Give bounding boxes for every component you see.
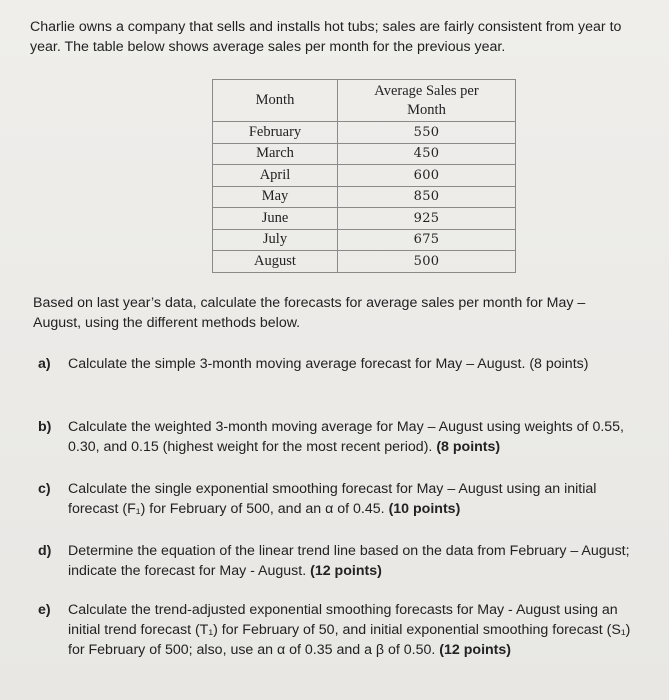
table-header-row [213, 80, 516, 122]
month-cell: August [213, 251, 338, 273]
table-row [213, 186, 516, 208]
question-letter: b) [38, 419, 52, 435]
sales-cell: 600 [338, 165, 516, 187]
question-c [38, 479, 634, 519]
question-b [38, 417, 634, 457]
intro-paragraph: Charlie owns a company that sells and installs hot tubs; sales are fairly consistent from year to year. The table below shows average sales per month for the previous year. [30, 19, 622, 55]
sales-cell: 850 [338, 186, 516, 208]
question-points: (12 points) [439, 642, 512, 658]
question-a [38, 354, 634, 374]
month-column-header: Month [213, 80, 338, 122]
question-letter: a) [38, 356, 51, 372]
question-text: Determine the equation of the linear trend line based on the data from February – August; indicate the forecast for May - August. [68, 543, 630, 579]
question-points: (10 points) [388, 501, 461, 517]
question-letter: d) [38, 543, 52, 559]
table-row [213, 251, 516, 273]
sales-cell: 675 [338, 229, 516, 251]
question-d [38, 541, 634, 581]
month-cell: May [213, 186, 338, 208]
sales-cell: 925 [338, 208, 516, 230]
question-text: Calculate the trend-adjusted exponential smoothing forecasts for May - August using an initial trend forecast (T₁) for February of 50, and initial exponential smoothing forecast (S₁) for February of 500; also, use an α of 0.35 and a β of 0.50. [68, 602, 631, 658]
question-points: (12 points) [310, 563, 382, 579]
table-row [213, 229, 516, 251]
question-body [68, 541, 634, 581]
question-text: Calculate the weighted 3-month moving average for May – August using weights of 0.55, 0.30, and 0.15 (highest weight for the most recent period). [68, 419, 624, 455]
question-body [68, 479, 634, 519]
sales-column-header: Average Sales per Month [338, 80, 516, 122]
question-body [68, 417, 634, 457]
question-e [38, 600, 634, 660]
month-cell: February [213, 122, 338, 144]
question-text: Calculate the simple 3-month moving average forecast for May – August. (8 points) [68, 356, 589, 372]
task-instructions: Based on last year’s data, calculate the forecasts for average sales per month for May – August, using the different methods below. [33, 295, 586, 331]
question-points: (8 points) [436, 439, 501, 455]
table-row [213, 122, 516, 144]
sales-cell: 550 [338, 122, 516, 144]
table-row [213, 165, 516, 187]
sales-table [212, 79, 516, 273]
month-cell: June [213, 208, 338, 230]
month-cell: July [213, 229, 338, 251]
month-cell: March [213, 143, 338, 165]
question-body [68, 600, 634, 660]
sales-cell: 450 [338, 143, 516, 165]
table-row [213, 208, 516, 230]
sales-cell: 500 [338, 251, 516, 273]
table-row [213, 143, 516, 165]
month-cell: April [213, 165, 338, 187]
question-letter: c) [38, 481, 51, 497]
question-text: Calculate the single exponential smoothing forecast for May – August using an initial forecast (F₁) for February of 500, and an α of 0.45. [68, 481, 597, 517]
question-letter: e) [38, 602, 51, 618]
